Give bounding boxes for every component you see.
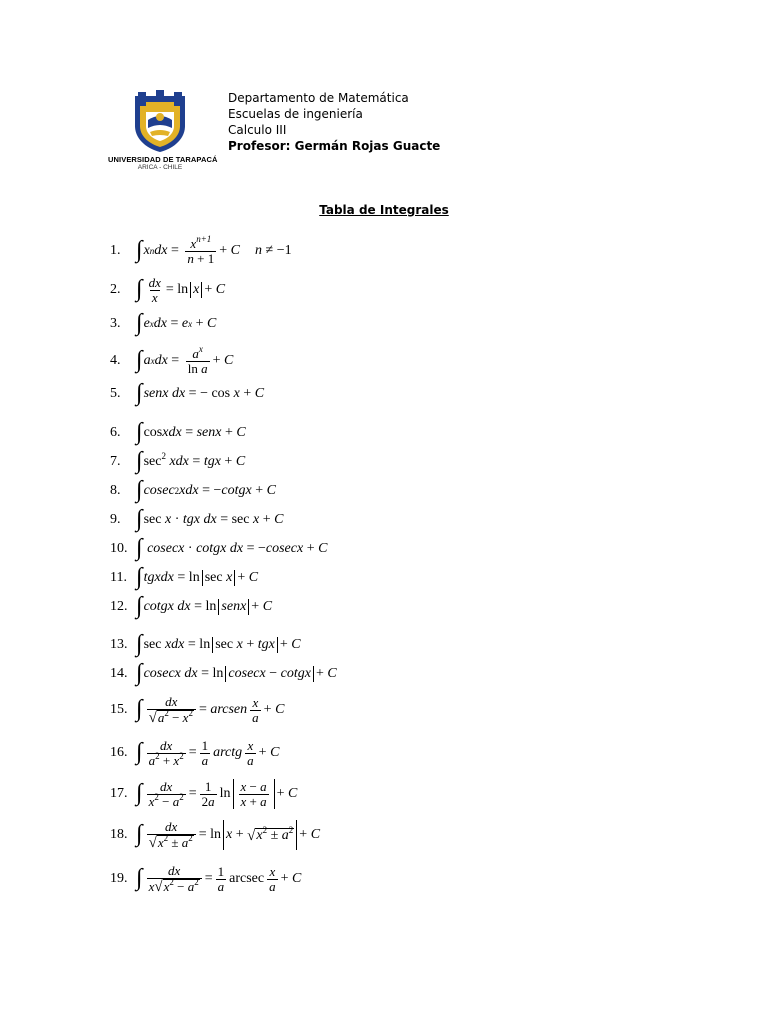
formula-row-13 [110, 630, 301, 660]
formula-row-1 [110, 233, 292, 266]
formula-row-14 [110, 659, 337, 689]
formula-number: 16. [110, 745, 128, 760]
formula-number: 1. [110, 243, 121, 258]
formula-number: 3. [110, 316, 121, 331]
integral-sign: ∫ [136, 739, 143, 765]
formula-expression: x n dx = $\frac{x^{n+1}}{n + 1}$ + C n ≠ −1 [143, 233, 292, 266]
formula-number: 5. [110, 386, 121, 401]
formula-number: 6. [110, 425, 121, 440]
integral-sign: ∫ [136, 696, 143, 722]
schools-line: Escuelas de ingeniería [228, 107, 363, 121]
formula-row-8 [110, 476, 276, 506]
formula-number: 18. [110, 827, 128, 842]
formula-row-18 [110, 820, 320, 850]
integral-sign: ∫ [136, 865, 143, 891]
department-line: Departamento de Matemática [228, 91, 409, 105]
formula-number: 9. [110, 512, 121, 527]
integral-sign: ∫ [136, 419, 143, 445]
formula-row-2 [110, 275, 225, 305]
page-title: Tabla de Integrales [319, 203, 449, 217]
university-logo [108, 90, 218, 182]
formula-row-4 [110, 343, 234, 376]
course-line: Calculo III [228, 123, 287, 137]
formula-expression: cosecx dx = ln cosecx − cotgx + C [143, 666, 337, 681]
formula-row-6 [110, 418, 246, 448]
integral-sign: ∫ [136, 564, 143, 590]
formula-number: 17. [110, 786, 128, 801]
university-shield-icon [132, 90, 188, 154]
formula-number: 8. [110, 483, 121, 498]
formula-row-7 [110, 447, 245, 477]
formula-row-9 [110, 505, 283, 535]
formula-row-10 [110, 534, 327, 564]
integral-sign: ∫ [136, 506, 143, 532]
formula-number: 12. [110, 599, 128, 614]
formula-expression: $\sec^2$ xdx = tgx + C [143, 451, 246, 469]
integral-sign: ∫ [136, 821, 143, 847]
formula-expression: cotgx dx = ln senx + C [143, 599, 273, 614]
integral-sign: ∫ [136, 380, 143, 406]
formula-expression: cosecx · cotgx dx = − cosecx + C [143, 541, 328, 556]
formula-expression: $\frac{dx}{x^2 - a^2}$ = $\frac{1}{2a}$ ln $\frac{x - a}{x + a}$ + C [148, 778, 298, 809]
integral-sign: ∫ [136, 660, 143, 686]
formula-expression: cosec 2 xdx = − cotgx + C [143, 483, 276, 498]
formula-number: 13. [110, 637, 128, 652]
formula-number: 15. [110, 702, 128, 717]
formula-row-12 [110, 592, 272, 622]
formula-expression: $\frac{dx}{a^2 + x^2}$ = $\frac{1}{a}$ arctg $\frac{x}{a}$ + C [148, 737, 280, 768]
integral-sign: ∫ [136, 780, 143, 806]
integral-sign: ∫ [136, 276, 143, 302]
formula-row-3 [110, 309, 216, 339]
formula-number: 14. [110, 666, 128, 681]
integral-sign: ∫ [136, 535, 143, 561]
formula-row-16 [110, 738, 279, 768]
formula-number: 11. [110, 570, 127, 585]
formula-number: 2. [110, 282, 121, 297]
university-name: UNIVERSIDAD DE TARAPACÁ [108, 155, 218, 164]
integral-sign: ∫ [136, 477, 143, 503]
formula-expression: e x dx = e x + C [143, 316, 217, 331]
formula-row-17 [110, 779, 297, 809]
formula-expression: dx √ $x^2 \pm a^2$ = ln x + √ $x^2 \pm a^2$ + C [148, 819, 321, 851]
integral-sign: ∫ [136, 593, 143, 619]
header-info [228, 90, 440, 154]
formula-row-5 [110, 379, 264, 409]
formula-number: 4. [110, 353, 121, 368]
formula-number: 7. [110, 454, 121, 469]
formula-expression: sec x · tgx dx = sec x + C [143, 512, 284, 527]
integral-sign: ∫ [136, 237, 143, 263]
integral-sign: ∫ [136, 310, 143, 336]
formula-row-19 [110, 864, 301, 894]
formula-expression: sec xdx = ln sec x + tgx + C [143, 637, 301, 652]
integral-sign: ∫ [136, 448, 143, 474]
formula-number: 19. [110, 871, 128, 886]
formula-expression: dx √ $a^2 - x^2$ = arcsen $\frac{x}{a}$ + C [148, 694, 285, 726]
formula-expression: cos xdx = senx + C [143, 425, 246, 440]
formula-expression: $\frac{dx}{x}$ = ln x + C [148, 274, 226, 305]
integral-sign: ∫ [136, 631, 143, 657]
formula-expression: a x dx = $\frac{a^x}{\text{ln a}}$ + C [143, 343, 234, 376]
formula-expression: senx dx = − cos x + C [143, 386, 265, 401]
formula-expression: tgxdx = ln sec x + C [143, 570, 259, 585]
formula-row-15 [110, 695, 284, 725]
formula-expression: dx x √ $x^2 - a^2$ = $\frac{1}{a}$ arcsec $\frac{x}{a}$ + C [148, 863, 302, 895]
professor-line: Profesor: Germán Rojas Guacte [228, 139, 441, 153]
formula-number: 10. [110, 541, 128, 556]
university-city: ARICA - CHILE [137, 164, 183, 171]
formula-row-11 [110, 563, 258, 593]
integral-sign: ∫ [136, 347, 143, 373]
